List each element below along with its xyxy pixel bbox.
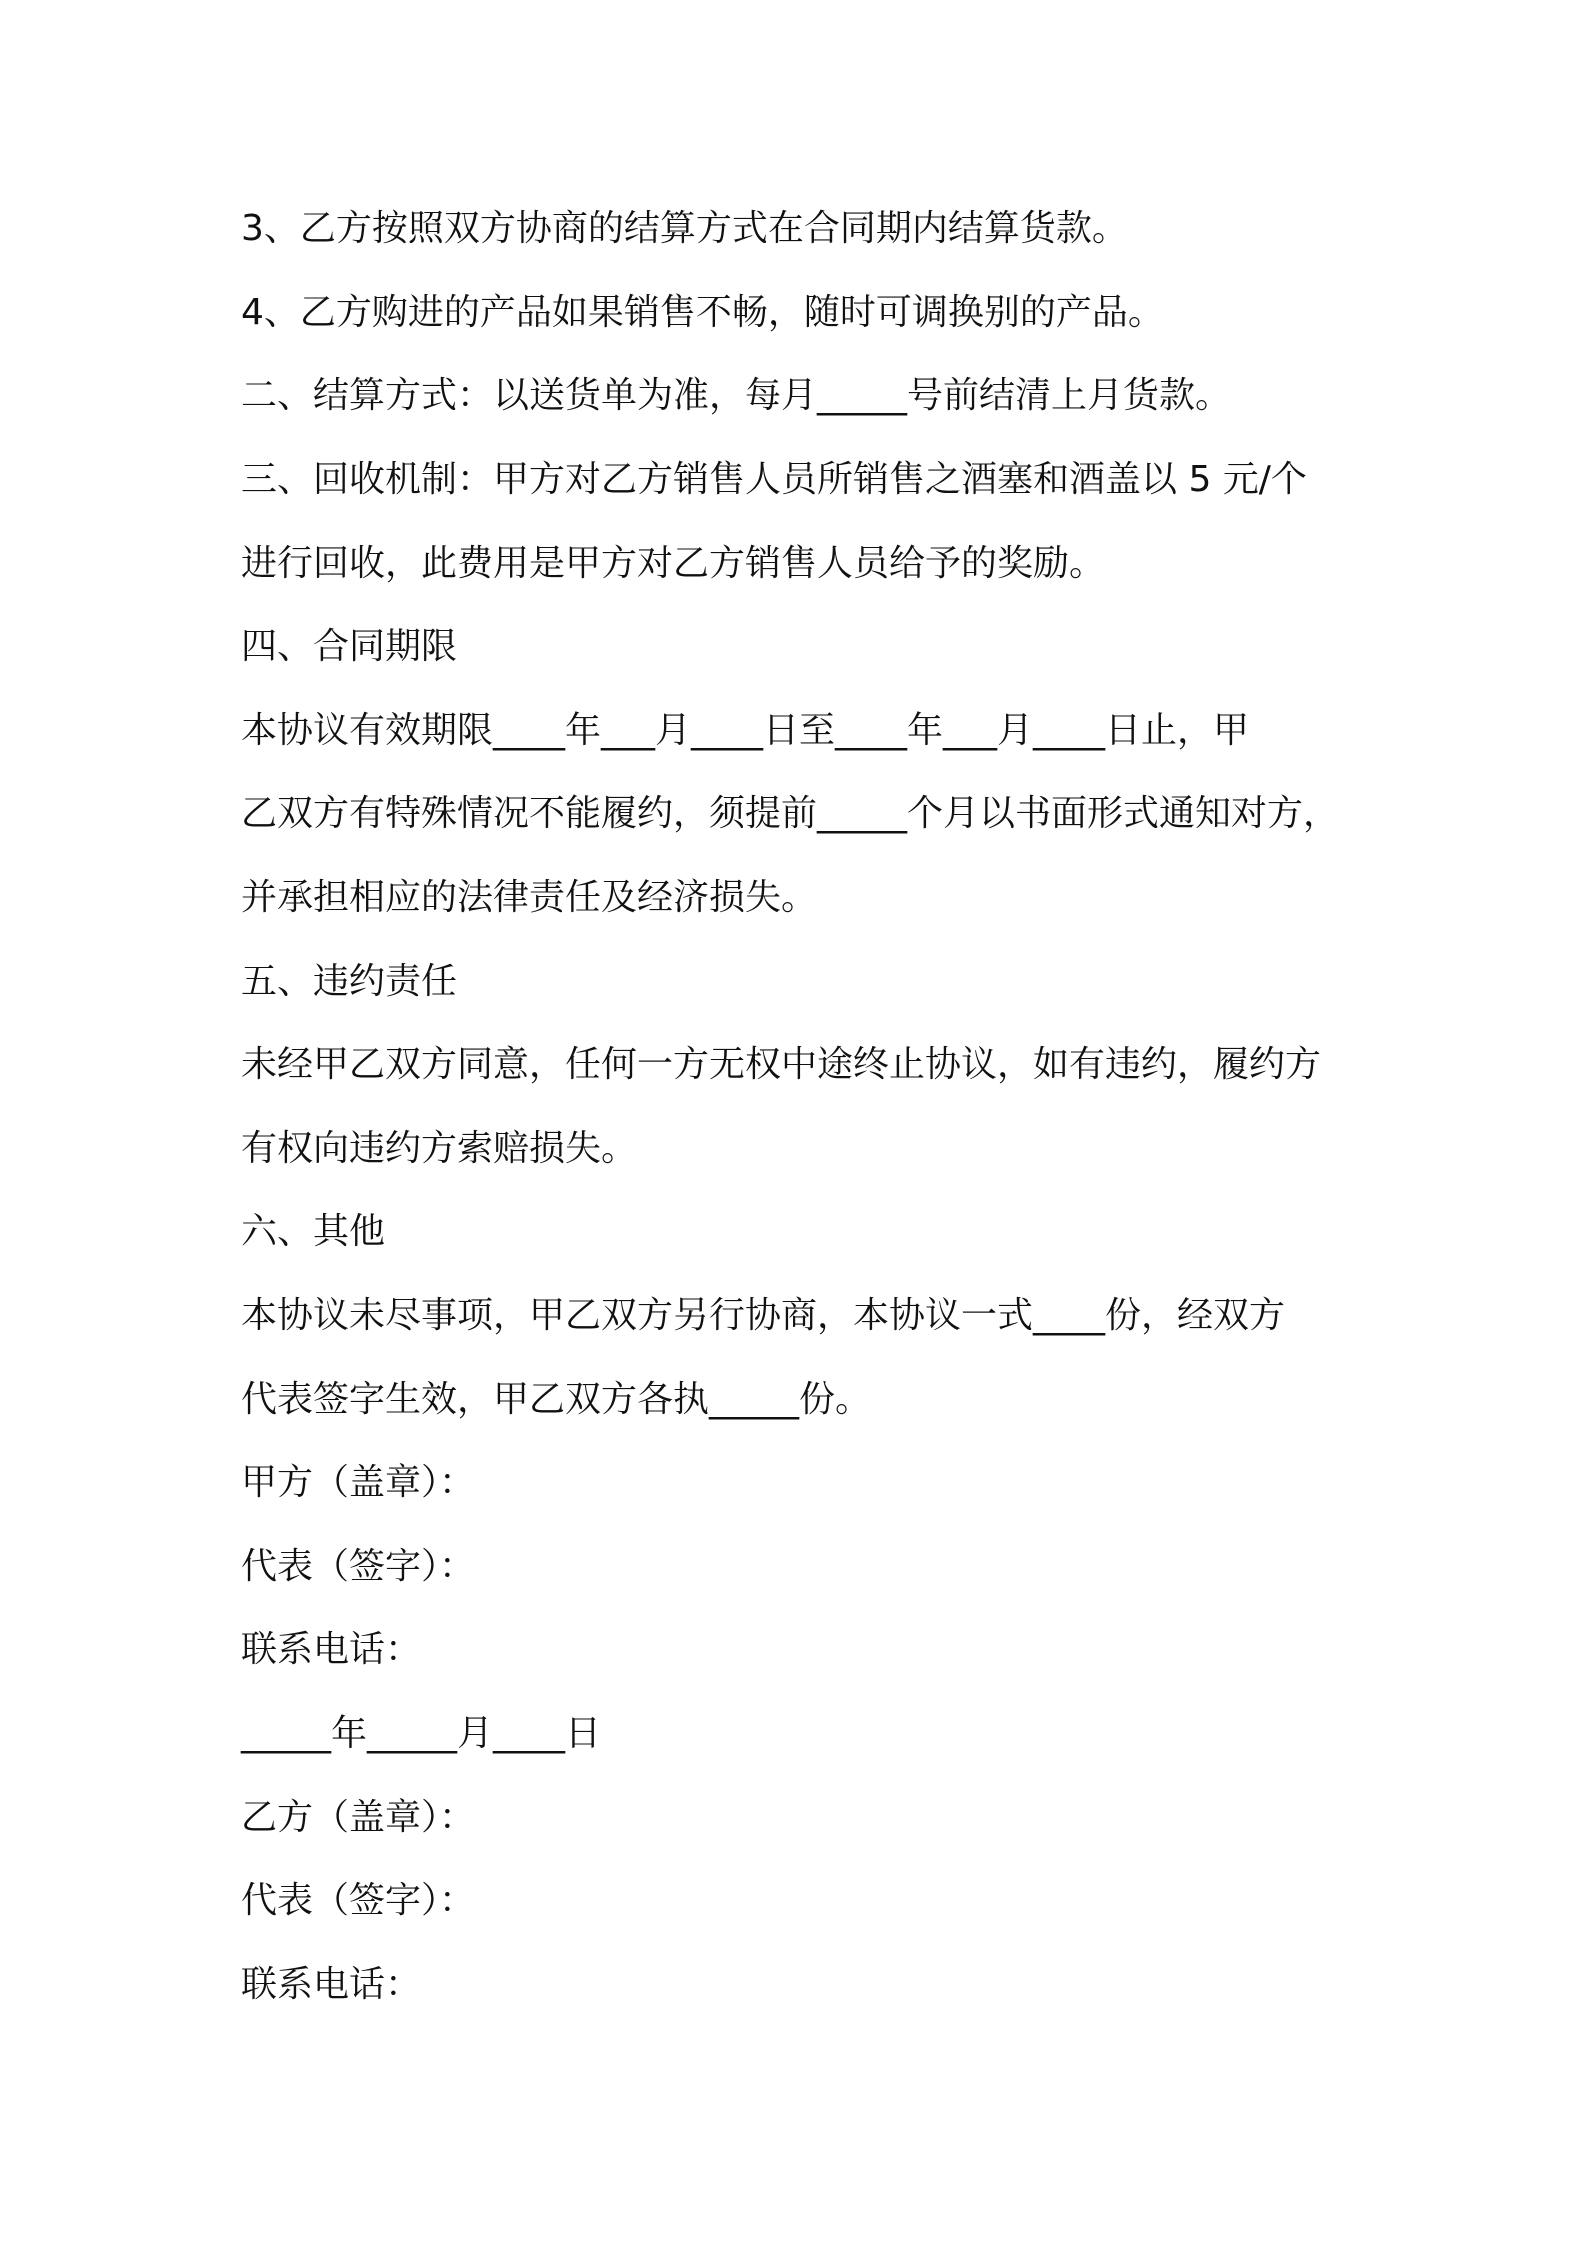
other-paragraph-line-1: 本协议未尽事项，甲乙双方另行协商，本协议一式____份，经双方: [241, 1295, 1286, 1336]
section-5-heading: 五、违约责任: [241, 961, 458, 1002]
clause-4-exchange: 4、乙方购进的产品如果销售不畅，随时可调换别的产品。: [241, 292, 1164, 333]
section-2-settlement-method: 二、结算方式：以送货单为准，每月_____号前结清上月货款。: [241, 375, 1232, 416]
party-a-seal-label: 甲方（盖章）：: [241, 1462, 476, 1503]
term-paragraph-line-1: 本协议有效期限____年___月____日至____年___月____日止，甲: [241, 710, 1250, 751]
party-a-signature-label: 代表（签字）：: [241, 1546, 476, 1587]
breach-paragraph-line-2: 有权向违约方索赔损失。: [241, 1128, 638, 1169]
date-line: _____年_____月____日: [241, 1713, 601, 1754]
breach-paragraph-line-1: 未经甲乙双方同意，任何一方无权中途终止协议，如有违约，履约方: [241, 1044, 1322, 1085]
party-a-phone-label: 联系电话：: [241, 1629, 422, 1670]
section-4-heading: 四、合同期限: [241, 626, 458, 667]
term-paragraph-line-3: 并承担相应的法律责任及经济损失。: [241, 877, 818, 918]
section-3-recycling-line-1: 三、回收机制：甲方对乙方销售人员所销售之酒塞和酒盖以 5 元/个: [241, 459, 1307, 500]
section-6-heading: 六、其他: [241, 1211, 386, 1252]
term-paragraph-line-2: 乙双方有特殊情况不能履约，须提前_____个月以书面形式通知对方，: [241, 793, 1340, 834]
clause-3-settlement: 3、乙方按照双方协商的结算方式在合同期内结算货款。: [241, 208, 1128, 249]
party-b-phone-label: 联系电话：: [241, 1964, 422, 2005]
section-3-recycling-line-2: 进行回收，此费用是甲方对乙方销售人员给予的奖励。: [241, 543, 1106, 584]
other-paragraph-line-2: 代表签字生效，甲乙双方各执_____份。: [241, 1379, 872, 1420]
party-b-seal-label: 乙方（盖章）：: [241, 1797, 476, 1838]
party-b-signature-label: 代表（签字）：: [241, 1880, 476, 1921]
